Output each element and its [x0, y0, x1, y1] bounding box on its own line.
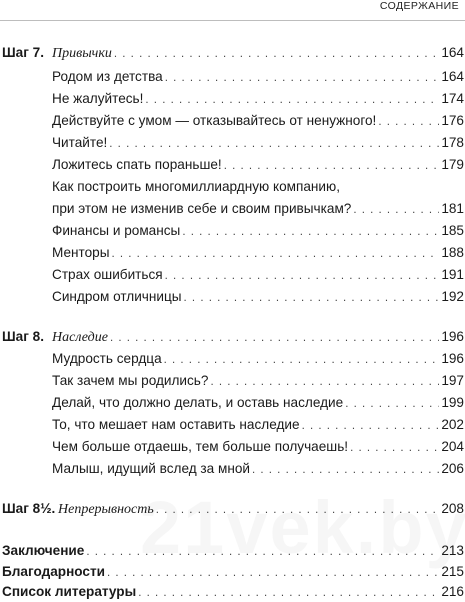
entry-title: при этом не изменив себе и своим привычкам? — [52, 201, 352, 216]
entry-title: Менторы — [52, 245, 110, 260]
page-number: 196 — [441, 351, 464, 366]
page-number: 178 — [441, 135, 464, 150]
entry-title: Синдром отличницы — [52, 289, 182, 304]
entry-title: Чем больше отдаешь, тем больше получаешь! — [52, 439, 349, 454]
page-number: 185 — [441, 223, 464, 238]
step-title: Наследие — [52, 330, 108, 345]
step-number: Шаг 8. — [2, 329, 44, 344]
page-number: 199 — [441, 395, 464, 410]
entry-title: Малыш, идущий вслед за мной — [52, 461, 251, 476]
toc-entry[interactable] — [52, 266, 464, 285]
step-number: Шаг 8½. — [2, 501, 56, 516]
leader-dots — [210, 373, 439, 391]
toc-entry[interactable] — [52, 134, 464, 153]
leader-dots — [138, 584, 439, 602]
step-number: Шаг 7. — [2, 45, 44, 60]
leader-dots — [164, 351, 440, 369]
leader-dots — [182, 223, 439, 241]
toc-entry-conclusion[interactable] — [2, 542, 464, 561]
leader-dots — [145, 91, 439, 109]
leader-dots — [252, 461, 439, 479]
page-number: 215 — [441, 564, 464, 579]
toc-entry[interactable] — [52, 112, 464, 131]
page-number: 164 — [441, 45, 464, 60]
toc-entry[interactable] — [52, 68, 464, 87]
toc-entry-acknowledgements[interactable] — [2, 563, 464, 582]
page-number: 179 — [441, 157, 464, 172]
toc-entry-bibliography[interactable] — [2, 583, 464, 602]
toc-entry[interactable] — [52, 222, 464, 241]
toc-entry[interactable] — [52, 416, 464, 435]
leader-dots — [114, 45, 439, 63]
page-number: 196 — [441, 329, 464, 344]
page-number: 206 — [441, 461, 464, 476]
toc-entry[interactable] — [52, 350, 464, 369]
page-number: 176 — [441, 113, 464, 128]
entry-title: Благодарности — [2, 564, 105, 579]
toc-entry[interactable] — [52, 394, 464, 413]
entry-title: Ложитесь спать пораньше! — [52, 157, 222, 172]
leader-dots — [345, 395, 439, 413]
header-rule — [0, 20, 465, 21]
running-header: СОДЕРЖАНИЕ — [379, 0, 459, 12]
toc-entry-step-8[interactable] — [2, 328, 464, 347]
page-number: 204 — [441, 439, 464, 454]
leader-dots — [109, 135, 439, 153]
entry-title: Финансы и романсы — [52, 223, 181, 238]
leader-dots — [184, 289, 440, 307]
leader-dots — [224, 157, 440, 175]
page-number: 192 — [441, 289, 464, 304]
leader-dots — [86, 543, 439, 561]
page-number: 191 — [441, 267, 464, 282]
entry-title: Читайте! — [52, 135, 108, 150]
leader-dots — [378, 113, 439, 131]
toc-entry-step-7[interactable] — [2, 44, 464, 63]
entry-title: То, что мешает нам оставить наследие — [52, 417, 300, 432]
leader-dots — [156, 501, 440, 519]
toc-entry[interactable] — [52, 156, 464, 175]
toc-entry[interactable] — [52, 438, 464, 457]
leader-dots — [107, 564, 439, 582]
page-number: 181 — [441, 201, 464, 216]
toc-entry[interactable] — [52, 244, 464, 263]
page-number: 202 — [441, 417, 464, 432]
leader-dots — [165, 267, 440, 285]
page-number: 208 — [441, 501, 464, 516]
entry-title: Страх ошибиться — [52, 267, 163, 282]
page-number: 164 — [441, 69, 464, 84]
page-number: 197 — [441, 373, 464, 388]
page-number: 216 — [441, 584, 464, 599]
leader-dots — [302, 417, 440, 435]
leader-dots — [165, 69, 440, 87]
leader-dots — [353, 201, 439, 219]
step-title: Непрерывность — [58, 502, 154, 517]
step-title: Привычки — [52, 46, 112, 61]
toc-entry[interactable] — [52, 460, 464, 479]
entry-title: Делай, что должно делать, и оставь наследие — [52, 395, 344, 410]
entry-title-line-1[interactable]: Как построить многомиллиардную компанию, — [52, 179, 340, 194]
toc-entry[interactable] — [52, 372, 464, 391]
page-number: 174 — [441, 91, 464, 106]
entry-title: Не жалуйтесь! — [52, 91, 144, 106]
entry-title: Мудрость сердца — [52, 351, 162, 366]
leader-dots — [112, 245, 440, 263]
toc-entry-step-8-half[interactable] — [2, 500, 464, 519]
page-number: 213 — [441, 543, 464, 558]
leader-dots — [350, 439, 439, 457]
entry-title: Родом из детства — [52, 69, 163, 84]
entry-title: Так зачем мы родились? — [52, 373, 209, 388]
leader-dots — [110, 329, 439, 347]
toc-entry[interactable] — [52, 90, 464, 109]
toc-entry[interactable] — [52, 200, 464, 219]
entry-title: Действуйте с умом — отказывайтесь от ненужного! — [52, 113, 377, 128]
toc-entry[interactable] — [52, 288, 464, 307]
entry-title: Список литературы — [2, 584, 137, 599]
page-number: 188 — [441, 245, 464, 260]
entry-title: Заключение — [2, 543, 85, 558]
